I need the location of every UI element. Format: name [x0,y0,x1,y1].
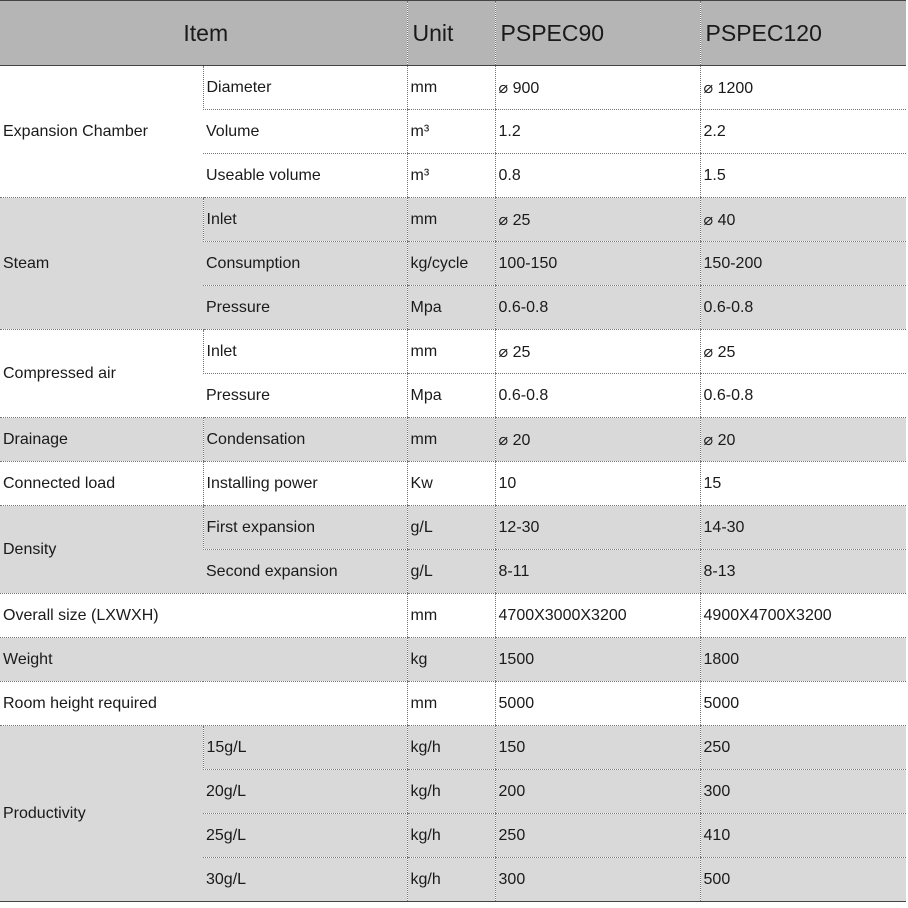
unit-cell: m³ [407,110,495,154]
unit-cell: mm [407,594,495,638]
unit-cell: m³ [407,154,495,198]
model-a-value: 0.8 [495,154,700,198]
table-row [0,726,906,770]
group-label: Room height required [0,682,407,726]
parameter-cell: 15g/L [203,726,407,770]
model-a-value: 10 [495,462,700,506]
model-a-value: 0.6-0.8 [495,374,700,418]
model-a-value: 4700X3000X3200 [495,594,700,638]
parameter-cell: 30g/L [203,858,407,902]
parameter-cell: 25g/L [203,814,407,858]
unit-header: Unit [407,1,495,66]
model-b-value: 150-200 [700,242,906,286]
model-b-value: 0.6-0.8 [700,286,906,330]
parameter-cell: Installing power [203,462,407,506]
parameter-cell: Useable volume [203,154,407,198]
model-a-value: ⌀ 25 [495,330,700,374]
model-a-value: ⌀ 900 [495,66,700,110]
model-b-value: 4900X4700X3200 [700,594,906,638]
model-b-value: ⌀ 1200 [700,66,906,110]
model-b-value: 1800 [700,638,906,682]
parameter-cell: Second expansion [203,550,407,594]
item-header: Item [0,1,407,66]
table-row [0,418,906,462]
unit-cell: mm [407,330,495,374]
model-a-value: 300 [495,858,700,902]
unit-cell: mm [407,682,495,726]
model-b-value: 410 [700,814,906,858]
parameter-cell: Pressure [203,286,407,330]
parameter-cell: Consumption [203,242,407,286]
unit-cell: mm [407,418,495,462]
table-row [0,330,906,374]
model-b-header: PSPEC120 [700,1,906,66]
model-b-value: 1.5 [700,154,906,198]
parameter-cell: Diameter [203,66,407,110]
group-label: Expansion Chamber [0,66,203,198]
model-b-value: 250 [700,726,906,770]
unit-cell: kg [407,638,495,682]
model-b-value: 2.2 [700,110,906,154]
model-b-value: ⌀ 40 [700,198,906,242]
parameter-cell: 20g/L [203,770,407,814]
unit-cell: mm [407,198,495,242]
group-label: Productivity [0,726,203,902]
model-b-value: 8-13 [700,550,906,594]
group-label: Density [0,506,203,594]
table-row [0,462,906,506]
model-a-value: 150 [495,726,700,770]
unit-cell: g/L [407,550,495,594]
unit-cell: mm [407,66,495,110]
unit-cell: g/L [407,506,495,550]
model-a-value: 250 [495,814,700,858]
model-a-value: 1500 [495,638,700,682]
group-label: Overall size (LXWXH) [0,594,407,638]
table-header [0,1,906,66]
unit-cell: kg/h [407,814,495,858]
model-a-value: 5000 [495,682,700,726]
unit-cell: kg/h [407,770,495,814]
unit-cell: kg/h [407,858,495,902]
table-row [0,682,906,726]
model-a-value: 100-150 [495,242,700,286]
model-a-value: 8-11 [495,550,700,594]
parameter-cell: First expansion [203,506,407,550]
model-a-value: 1.2 [495,110,700,154]
group-label: Drainage [0,418,203,462]
parameter-cell: Condensation [203,418,407,462]
model-a-value: 0.6-0.8 [495,286,700,330]
unit-cell: Kw [407,462,495,506]
unit-cell: kg/cycle [407,242,495,286]
model-a-header: PSPEC90 [495,1,700,66]
table-row [0,594,906,638]
model-b-value: 5000 [700,682,906,726]
model-a-value: ⌀ 20 [495,418,700,462]
unit-cell: kg/h [407,726,495,770]
model-b-value: 14-30 [700,506,906,550]
model-b-value: 300 [700,770,906,814]
parameter-cell: Pressure [203,374,407,418]
unit-cell: Mpa [407,286,495,330]
table-row [0,638,906,682]
group-label: Connected load [0,462,203,506]
model-b-value: 15 [700,462,906,506]
table-row [0,506,906,550]
model-b-value: ⌀ 20 [700,418,906,462]
unit-cell: Mpa [407,374,495,418]
model-a-value: ⌀ 25 [495,198,700,242]
table-row [0,198,906,242]
group-label: Steam [0,198,203,330]
model-b-value: 0.6-0.8 [700,374,906,418]
header-row [0,1,906,66]
group-label: Compressed air [0,330,203,418]
group-label: Weight [0,638,407,682]
model-b-value: ⌀ 25 [700,330,906,374]
model-a-value: 200 [495,770,700,814]
parameter-cell: Volume [203,110,407,154]
parameter-cell: Inlet [203,330,407,374]
model-a-value: 12-30 [495,506,700,550]
table-row [0,66,906,110]
table-body [0,66,906,902]
parameter-cell: Inlet [203,198,407,242]
model-b-value: 500 [700,858,906,902]
